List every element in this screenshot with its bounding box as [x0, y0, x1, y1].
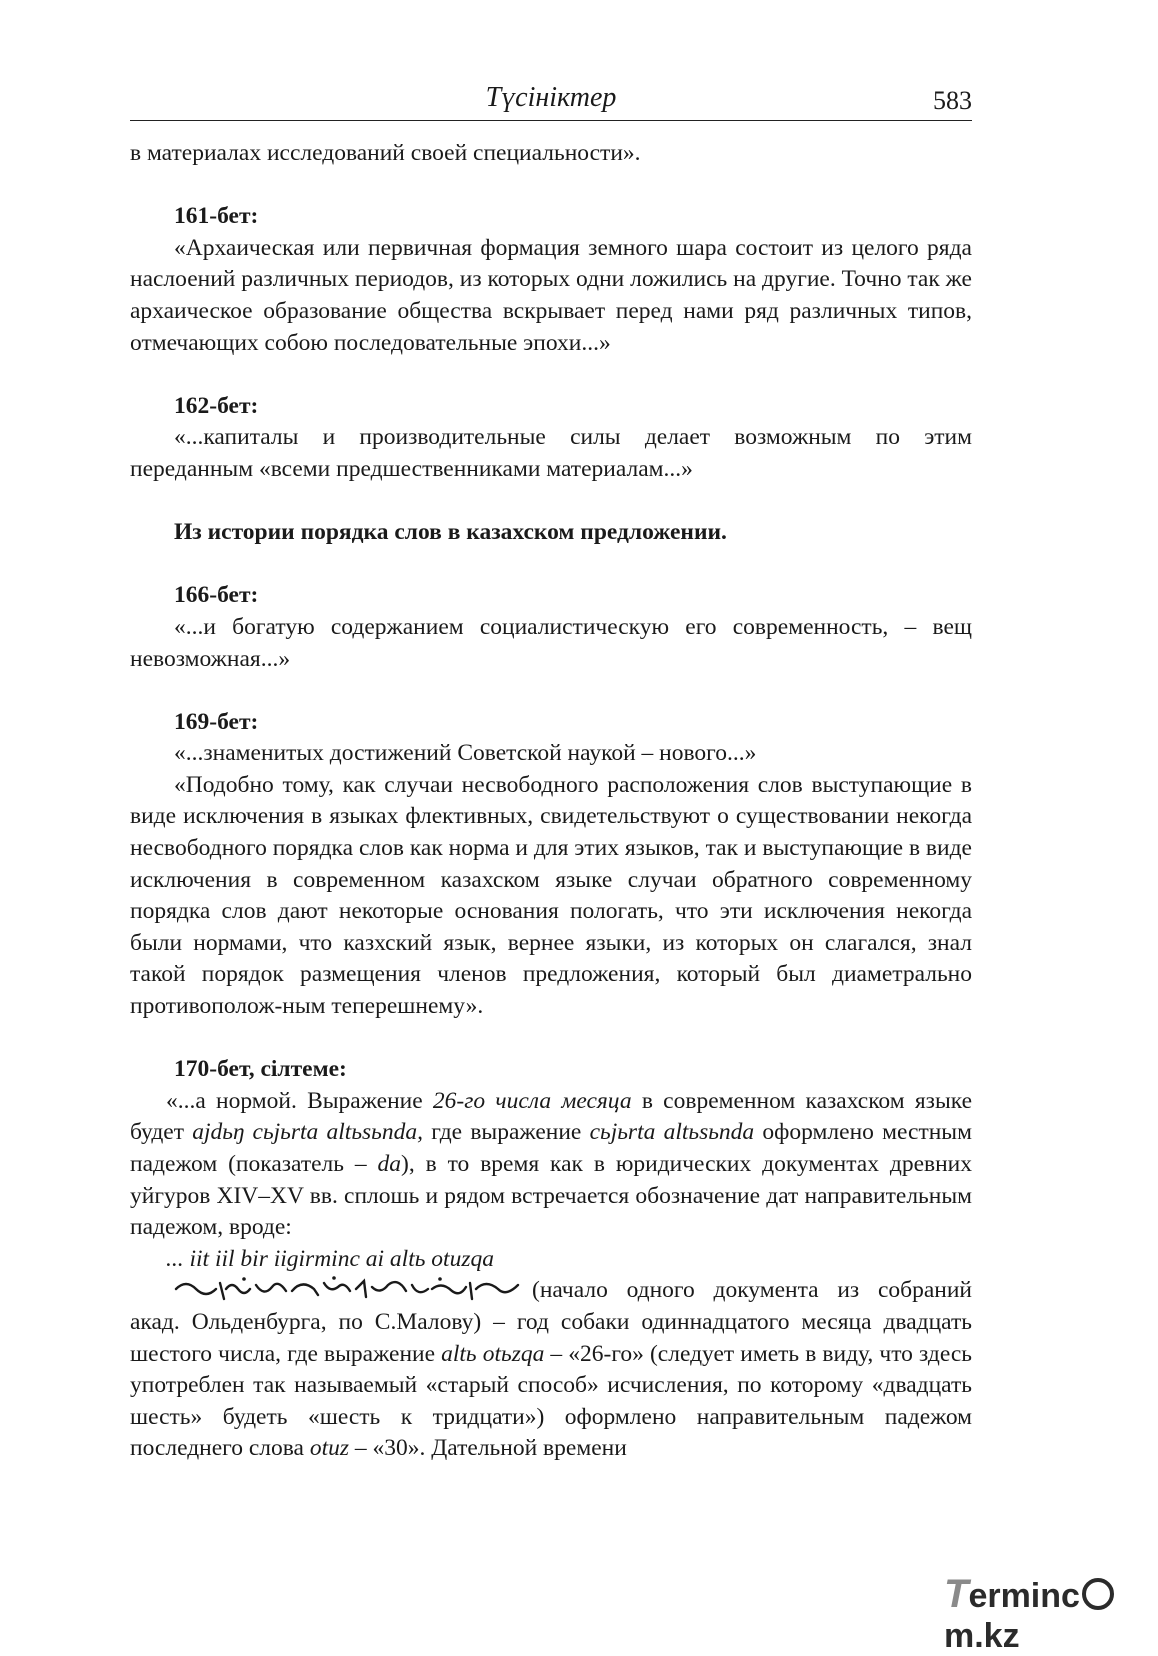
running-header	[130, 78, 972, 121]
section-title: Из истории порядка слов в казахском предложении.	[174, 519, 727, 546]
heading-170: 170-бет, сілтеме:	[174, 1056, 347, 1083]
quote-162: «...капиталы и производительные силы делает возможным по этим переданным «всеми предшественниками материалам...»	[130, 424, 972, 482]
intro-line: в материалах исследований своей специальности».	[130, 140, 641, 166]
quote-161: «Архаическая или первичная формация земного шара состоит из целого ряда наслоений различных периодов, из которых одни ложились на другие. Точно так же архаическое образование общества вскрывает перед нами ряд различных типов, отмечающих собою последовательные эпохи...»	[130, 234, 972, 356]
magnifier-icon	[1082, 1578, 1114, 1610]
heading-162: 162-бет:	[174, 392, 259, 419]
quote-170-a: «...а нормой. Выражение 26-го числа месяца в современном казахском языке будет ajdьŋ сьjьrta altьsьnda, где выражение сьjьrta altьsьnda оформлено местным падежом (показатель – da), в то время как в юридических документах древних уйгуров XIV–XV вв. сплошь и рядом встречается обозначение дат направительным падежом, вроде:	[130, 1087, 972, 1241]
quote-166: «...и богатую содержанием социалистическую его современность, – вещ невозможная...»	[130, 613, 972, 672]
quote-169-b: «Подобно тому, как случаи несвободного расположения слов выступающие в виде исключения в языках флективных, свидетельствуют о существовании некогда несвободного порядка слов как норма и для этих языков, так и выступающие в виде исключения в современном казахском языке случаи обратного современному порядка слов дают некоторые основания пологать, что эти исключения некогда были нормами, что казхский язык, вернее языки, из которых он слагался, знал такой порядок размещения членов предложения, который был диаметрально противополож-ным теперешнему».	[130, 771, 972, 1020]
heading-169: 169-бет:	[174, 708, 259, 735]
page-number: 583	[933, 86, 972, 115]
quote-169-a: «...знаменитых достижений Советской наукой – нового...»	[174, 740, 757, 767]
transliteration: ... iit iil bir iigirminc ai altь otuzqa	[166, 1245, 494, 1272]
heading-166: 166-бет:	[174, 582, 259, 609]
page-body	[130, 138, 972, 1465]
uyghur-script-image	[174, 1275, 526, 1303]
quote-170-b: (начало одного документа из собраний акад. Ольденбурга, по С.Малову) – год собаки одиннадцатого месяца двадцать шестого числа, где выражение altь otьzqa – «26-го» (следует иметь в виду, что здесь употреблен так называемый «старый способ» исчисления, по которому «двадцать шесть» будеть «шесть к тридцати») оформлено направительным падежом последнего слова otuz – «30». Дательной времени	[130, 1277, 972, 1462]
header-title: Түсініктер	[485, 82, 617, 113]
heading-161: 161-бет:	[174, 203, 259, 230]
termincom-logo: Termincm.kz	[944, 1572, 1144, 1620]
